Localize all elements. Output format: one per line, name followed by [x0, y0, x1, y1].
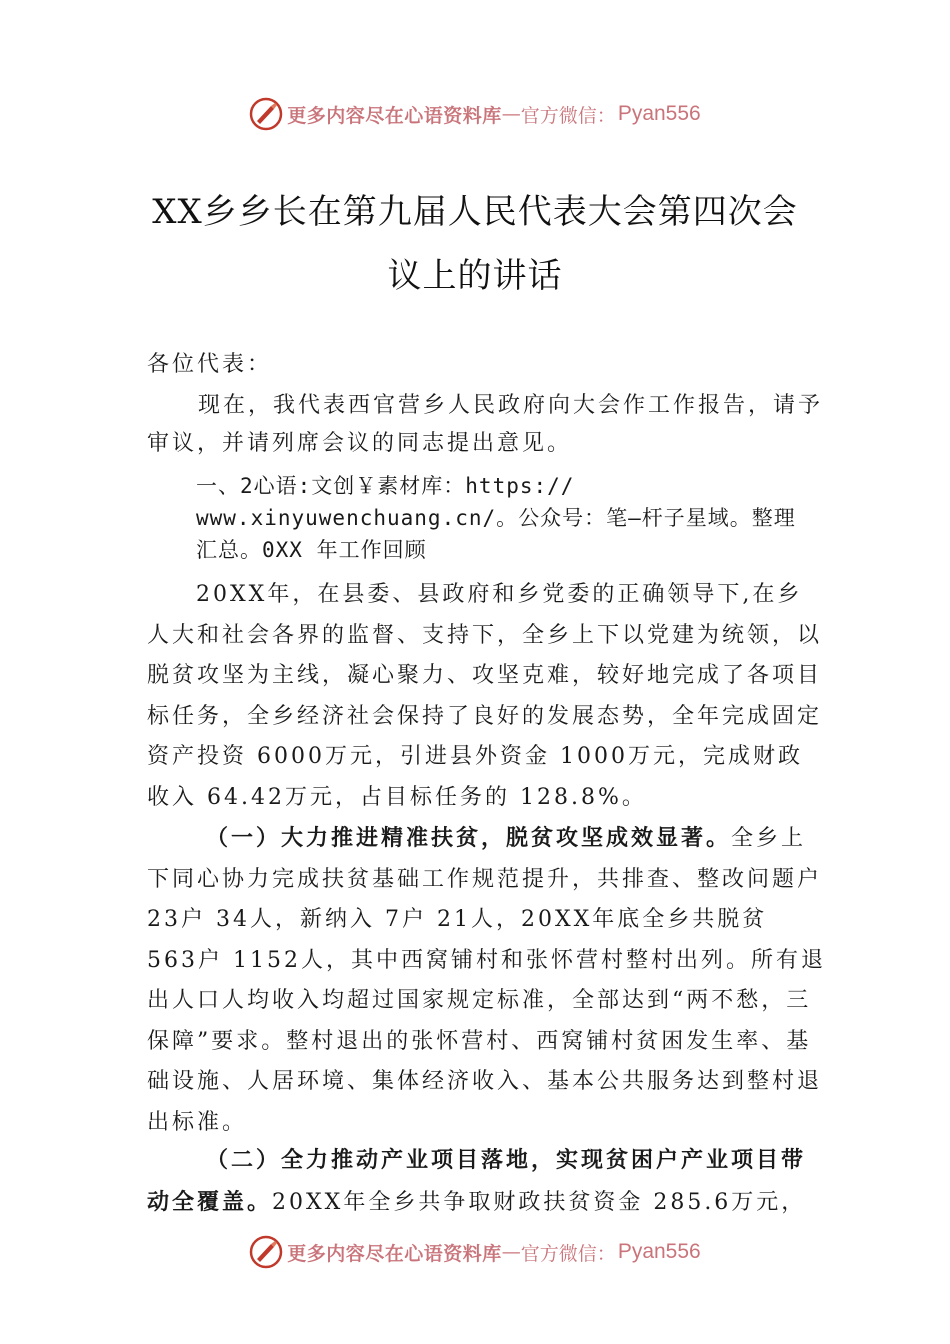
industry-body: 20XX年全乡共争取财政扶贫资金 285.6万元，: [272, 1189, 807, 1215]
header-watermark-banner: [0, 94, 950, 134]
section-heading-line-1: 一、2心语:文创￥素材库：https://: [196, 474, 575, 498]
paragraph-intro: 现在，我代表西官营乡人民政府向大会作工作报告，请予审议，并请列席会议的同志提出意见。: [147, 393, 824, 456]
title-line-1: XX乡乡长在第九届人民代表大会第四次会: [152, 192, 798, 232]
poverty-body: 全乡上下同心协力完成扶贫基础工作规范提升，共排查、整改问题户 23户 34人，新纳入 7户 21人，20XX年底全乡共脱贫 563户 1152人，其中西窝铺村和张怀营村整村出列。所有退出人口人均收入均超过国家规定标准，全部达到“两不愁，三保障”要求。整村退出的张怀营村、西窝铺村贫困发生率、基础设施、人居环境、集体经济收入、基本公共服务达到整村退出标准。: [147, 826, 826, 1135]
banner-wechat-id: Pyan556: [617, 1240, 701, 1263]
banner-wechat-label: 官方微信：: [520, 104, 616, 127]
poverty-heading: （一）大力推进精准扶贫，脱贫攻坚成效显著。: [206, 825, 732, 851]
industry-heading: （二）全力推动产业项目落地，实现贫困户产业项目带动全覆盖。: [147, 1147, 807, 1215]
banner-separator: —: [501, 1241, 521, 1263]
paragraph-review: 20XX年，在县委、县政府和乡党委的正确领导下,在乡人大和社会各界的监督、支持下，全乡上下以党建为统领，以脱贫攻坚为主线，凝心聚力、攻坚克难，较好地完成了各项目标任务，全乡经济社会保持了良好的发展态势，全年完成固定资产投资 6000万元，引进县外资金 1000万元，完成财政收入 64.42万元，占目标任务的 128.8%。: [147, 582, 823, 810]
paragraph-poverty-alleviation: [147, 818, 827, 1143]
paragraph-section-heading: [196, 470, 836, 566]
title-line-2: 议上的讲话: [387, 256, 563, 296]
section-heading-line-3: 汇总。0XX 年工作回顾: [196, 538, 427, 562]
banner-wechat-label: 官方微信：: [520, 1242, 616, 1265]
paragraph-industry-projects: [147, 1140, 827, 1223]
banner-text: 更多内容尽在心语资料库: [287, 104, 502, 127]
section-heading-line-2: www.xinyuwenchuang.cn/。公众号：笔—杆子星域。整理: [196, 506, 796, 530]
banner-wechat-id: Pyan556: [617, 102, 701, 125]
logo-icon: [249, 1235, 283, 1269]
logo-icon: [249, 97, 283, 131]
banner-separator: —: [501, 103, 521, 125]
footer-watermark-banner: [0, 1232, 950, 1272]
document-title: [120, 180, 830, 308]
salutation: 各位代表：: [147, 352, 273, 377]
banner-text: 更多内容尽在心语资料库: [287, 1242, 502, 1265]
